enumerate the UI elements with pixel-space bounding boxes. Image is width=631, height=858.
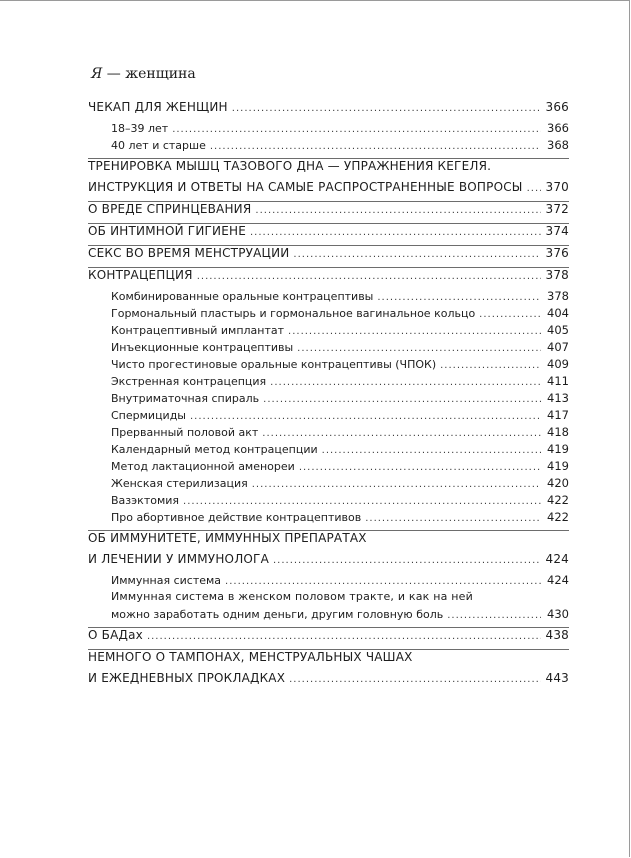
toc-subentry-page: 430	[547, 607, 569, 621]
toc-entry-title-line1[interactable]: НЕМНОГО О ТАМПОНАХ, МЕНСТРУАЛЬНЫХ ЧАШАХ	[88, 650, 413, 664]
toc-subentry[interactable]	[88, 340, 569, 357]
toc-subentry-title: Иммунная система	[111, 574, 222, 587]
toc-subentry[interactable]	[88, 476, 569, 493]
toc-subentry-title: Внутриматочная спираль	[111, 392, 260, 405]
toc-subentry-page: 422	[547, 510, 569, 524]
toc-subentry[interactable]	[88, 121, 569, 138]
toc-subentry[interactable]	[88, 408, 569, 425]
toc-entry-title: КОНТРАЦЕПЦИЯ	[88, 268, 193, 282]
toc-entry-page: 374	[545, 224, 569, 238]
dot-leader	[232, 103, 541, 114]
toc-subentry[interactable]	[88, 459, 569, 476]
toc-subentry-page: 419	[547, 442, 569, 456]
dot-leader	[288, 326, 541, 337]
toc-entry[interactable]	[88, 268, 569, 289]
dot-leader	[377, 292, 541, 303]
toc-entry-page: 438	[545, 628, 569, 642]
toc-subentry-page: 407	[547, 340, 569, 354]
toc-subentry-title: Метод лактационной аменореи	[111, 460, 295, 473]
toc-subentry[interactable]	[88, 374, 569, 391]
toc-entry[interactable]	[88, 180, 569, 201]
toc-subentry-page: 422	[547, 493, 569, 507]
toc-subentry-title: 40 лет и старше	[111, 139, 206, 152]
toc-entry-page: 424	[545, 552, 569, 566]
running-head-text: — женщина	[106, 66, 196, 82]
toc-entry-page: 372	[545, 202, 569, 216]
dot-leader	[255, 205, 541, 216]
toc-subentry-title: Контрацептивный имплантат	[111, 324, 285, 337]
toc-entry[interactable]	[88, 246, 569, 267]
toc-entry-page: 378	[545, 268, 569, 282]
dot-leader	[293, 249, 541, 260]
toc-subentry-page: 413	[547, 391, 569, 405]
dot-leader	[190, 411, 541, 422]
running-head	[91, 66, 196, 82]
dot-leader	[225, 576, 541, 587]
toc-subentry-title: Инъекционные контрацептивы	[111, 341, 294, 354]
toc-entry-title: ОБ ИНТИМНОЙ ГИГИЕНЕ	[88, 224, 246, 238]
toc-subentry-page: 405	[547, 323, 569, 337]
toc-subentry[interactable]	[88, 391, 569, 408]
toc-subentry-title: Про абортивное действие контрацептивов	[111, 511, 362, 524]
toc-subentry-page: 378	[547, 289, 569, 303]
dot-leader	[479, 309, 541, 320]
toc-entry-title-line1[interactable]: ТРЕНИРОВКА МЫШЦ ТАЗОВОГО ДНА — УПРАЖНЕНИЯ КЕГЕЛЯ.	[88, 159, 492, 173]
toc-entry-title: СЕКС ВО ВРЕМЯ МЕНСТРУАЦИИ	[88, 246, 290, 260]
toc-entry-title: И ЛЕЧЕНИИ У ИММУНОЛОГА	[88, 552, 269, 566]
dot-leader	[172, 124, 541, 135]
toc-subentry-title: Спермициды	[111, 409, 186, 422]
dot-leader	[440, 360, 541, 371]
toc-subentry-title: можно заработать одним деньги, другим головную боль	[111, 608, 444, 621]
toc-entry-title: О ВРЕДЕ СПРИНЦЕВАНИЯ	[88, 202, 252, 216]
toc-subentry-title: Экстренная контрацепция	[111, 375, 267, 388]
toc-entry[interactable]	[88, 224, 569, 245]
toc-subentry[interactable]	[88, 323, 569, 340]
toc-section-kegel	[88, 159, 569, 202]
toc-subentry-page: 411	[547, 374, 569, 388]
toc-entry[interactable]	[88, 628, 569, 649]
toc-subentry-page: 404	[547, 306, 569, 320]
toc-entry-title: ЧЕКАП ДЛЯ ЖЕНЩИН	[88, 100, 228, 114]
dot-leader	[447, 610, 541, 621]
dot-leader	[527, 183, 541, 194]
dot-leader	[270, 377, 541, 388]
running-head-prefix: Я	[91, 66, 103, 82]
toc-entry[interactable]	[88, 202, 569, 223]
dot-leader	[273, 555, 541, 566]
toc-entry-page: 443	[545, 671, 569, 685]
dot-leader	[263, 394, 541, 405]
dot-leader	[147, 631, 541, 642]
toc-subentry[interactable]	[88, 510, 569, 527]
toc-subentry[interactable]	[88, 607, 569, 624]
toc-section-immunity	[88, 531, 569, 628]
toc-subentry-page: 424	[547, 573, 569, 587]
toc-subentry-page: 418	[547, 425, 569, 439]
toc-subentry[interactable]	[88, 306, 569, 323]
toc-subentry[interactable]	[88, 573, 569, 590]
toc-subentry-title: Календарный метод контрацепции	[111, 443, 318, 456]
toc-subentry-page: 368	[547, 138, 569, 152]
toc-entry-page: 370	[545, 180, 569, 194]
toc-subentry-page: 409	[547, 357, 569, 371]
toc-subentry-title: Комбинированные оральные контрацептивы	[111, 290, 374, 303]
toc-section-supplements	[88, 628, 569, 650]
toc-entry-title: ИНСТРУКЦИЯ И ОТВЕТЫ НА САМЫЕ РАСПРОСТРАНЕННЫЕ ВОПРОСЫ	[88, 180, 523, 194]
dot-leader	[197, 271, 541, 282]
toc-section-douching	[88, 202, 569, 224]
toc-entry[interactable]	[88, 100, 569, 121]
dot-leader	[289, 674, 541, 685]
dot-leader	[183, 496, 541, 507]
dot-leader	[262, 428, 541, 439]
toc-entry[interactable]	[88, 671, 569, 692]
toc-subentry[interactable]	[88, 138, 569, 155]
toc-subentry-title: Вазэктомия	[111, 494, 180, 507]
toc-subentry[interactable]	[88, 357, 569, 374]
toc-subentry[interactable]	[88, 493, 569, 510]
dot-leader	[210, 141, 541, 152]
toc-subentry[interactable]	[88, 289, 569, 306]
toc-subentry-title: 18–39 лет	[111, 122, 169, 135]
toc-subentry-title: Прерванный половой акт	[111, 426, 259, 439]
dot-leader	[250, 227, 541, 238]
dot-leader	[322, 445, 541, 456]
dot-leader	[252, 479, 541, 490]
dot-leader	[365, 513, 541, 524]
toc-entry-title-line1[interactable]: ОБ ИММУНИТЕТЕ, ИММУННЫХ ПРЕПАРАТАХ	[88, 531, 367, 545]
toc-section-hygiene	[88, 224, 569, 246]
toc-subentry-title: Гормональный пластырь и гормональное вагинальное кольцо	[111, 307, 476, 320]
toc-subentry-title: Чисто прогестиновые оральные контрацептивы (ЧПОК)	[111, 358, 437, 371]
dot-leader	[297, 343, 541, 354]
toc-subentry-page: 420	[547, 476, 569, 490]
toc-entry-title: И ЕЖЕДНЕВНЫХ ПРОКЛАДКАХ	[88, 671, 286, 685]
toc-subentry[interactable]	[88, 425, 569, 442]
toc-section-checkup	[88, 98, 569, 159]
toc-entry-page: 376	[545, 246, 569, 260]
toc-subentry-page: 366	[547, 121, 569, 135]
toc-entry-title: О БАДах	[88, 628, 143, 642]
toc-subentry-page: 419	[547, 459, 569, 473]
toc-section-tampons	[88, 650, 569, 692]
toc-subentry[interactable]	[88, 442, 569, 459]
toc-subentry-title-line1[interactable]: Иммунная система в женском половом тракте, и как на ней	[111, 590, 473, 603]
table-of-contents	[88, 98, 569, 692]
toc-subentry-page: 417	[547, 408, 569, 422]
toc-entry[interactable]	[88, 552, 569, 573]
toc-entry-page: 366	[545, 100, 569, 114]
toc-section-contraception	[88, 268, 569, 531]
toc-section-menstruation-sex	[88, 246, 569, 268]
dot-leader	[299, 462, 541, 473]
toc-subentry-title: Женская стерилизация	[111, 477, 248, 490]
